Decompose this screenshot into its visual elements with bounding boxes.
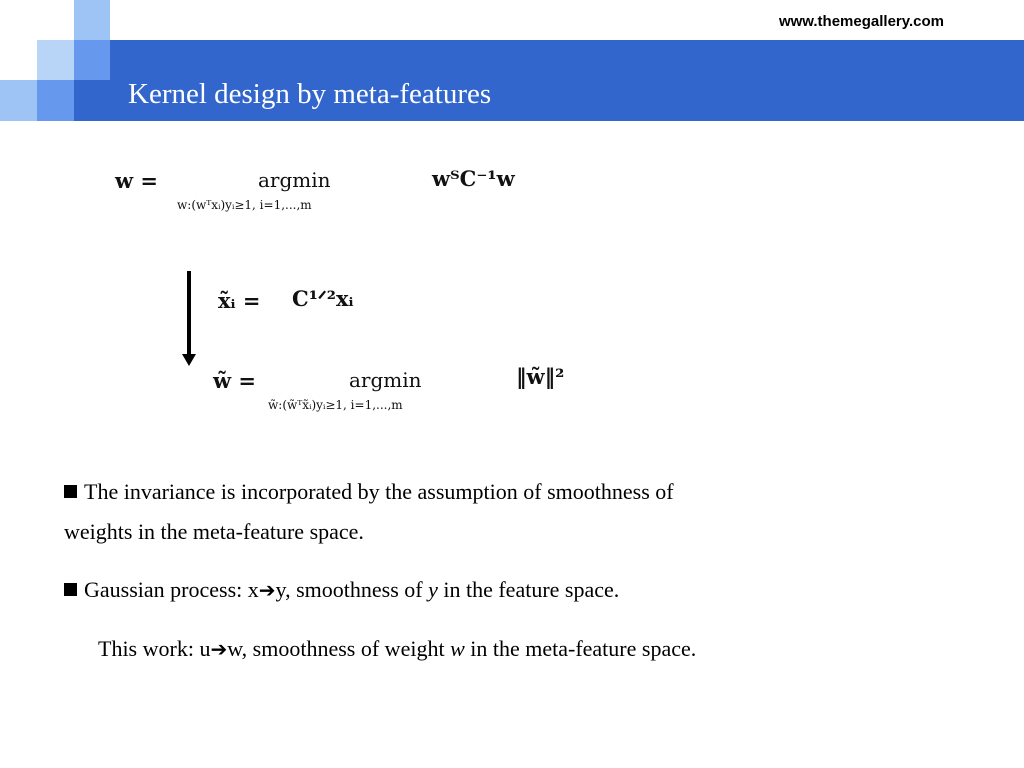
bullet-2-variable: y [428,577,438,602]
this-work-variable: w [450,636,465,661]
bullet-2-mid: y, smoothness of [275,577,429,602]
bullet-1-line-2: weights in the meta-feature space. [64,519,364,544]
corner-square-4 [0,80,37,121]
eq3-rhs: ‖w̃‖² [516,364,565,389]
eq1-constraint: w:(wᵀxᵢ)yᵢ≥1, i=1,...,m [177,198,312,212]
corner-square-5 [37,80,74,121]
corner-square-1 [74,0,110,40]
right-arrow-icon: ➔ [210,637,228,661]
eq1-lhs: w = [115,168,158,193]
eq2-lhs: x̃ᵢ = [218,288,261,313]
corner-square-6 [74,80,110,121]
square-bullet-icon [64,485,77,498]
bullet-2-prefix: Gaussian process: x [84,577,259,602]
down-arrow-icon [182,354,196,366]
bullet-2-suffix: in the feature space. [437,577,620,602]
right-arrow-icon: ➔ [258,578,276,602]
slide-title: Kernel design by meta-features [128,78,492,110]
eq1-argmin: argmin [258,168,331,192]
down-arrow-shaft [187,271,191,356]
this-work-suffix: in the meta-feature space. [464,636,697,661]
eq3-lhs: w̃ = [213,368,256,393]
square-bullet-icon [64,583,77,596]
bullet-1-line-1: The invariance is incorporated by the assumption of smoothness of [84,479,674,504]
eq1-rhs: wᵀC⁻¹w [432,166,515,191]
corner-square-3 [37,40,74,80]
site-url: www.themegallery.com [778,13,944,30]
bullet-gaussian-process [64,570,964,610]
eq3-argmin: argmin [349,368,422,392]
this-work-prefix: This work: u [98,636,211,661]
eq2-rhs: C¹ᐟ²xᵢ [292,286,354,311]
this-work-mid: w, smoothness of weight [227,636,451,661]
corner-square-2 [74,40,110,80]
bullet-invariance [64,472,944,552]
eq3-constraint: w̃:(w̃ᵀx̃ᵢ)yᵢ≥1, i=1,...,m [268,398,403,412]
this-work-line [98,629,998,669]
